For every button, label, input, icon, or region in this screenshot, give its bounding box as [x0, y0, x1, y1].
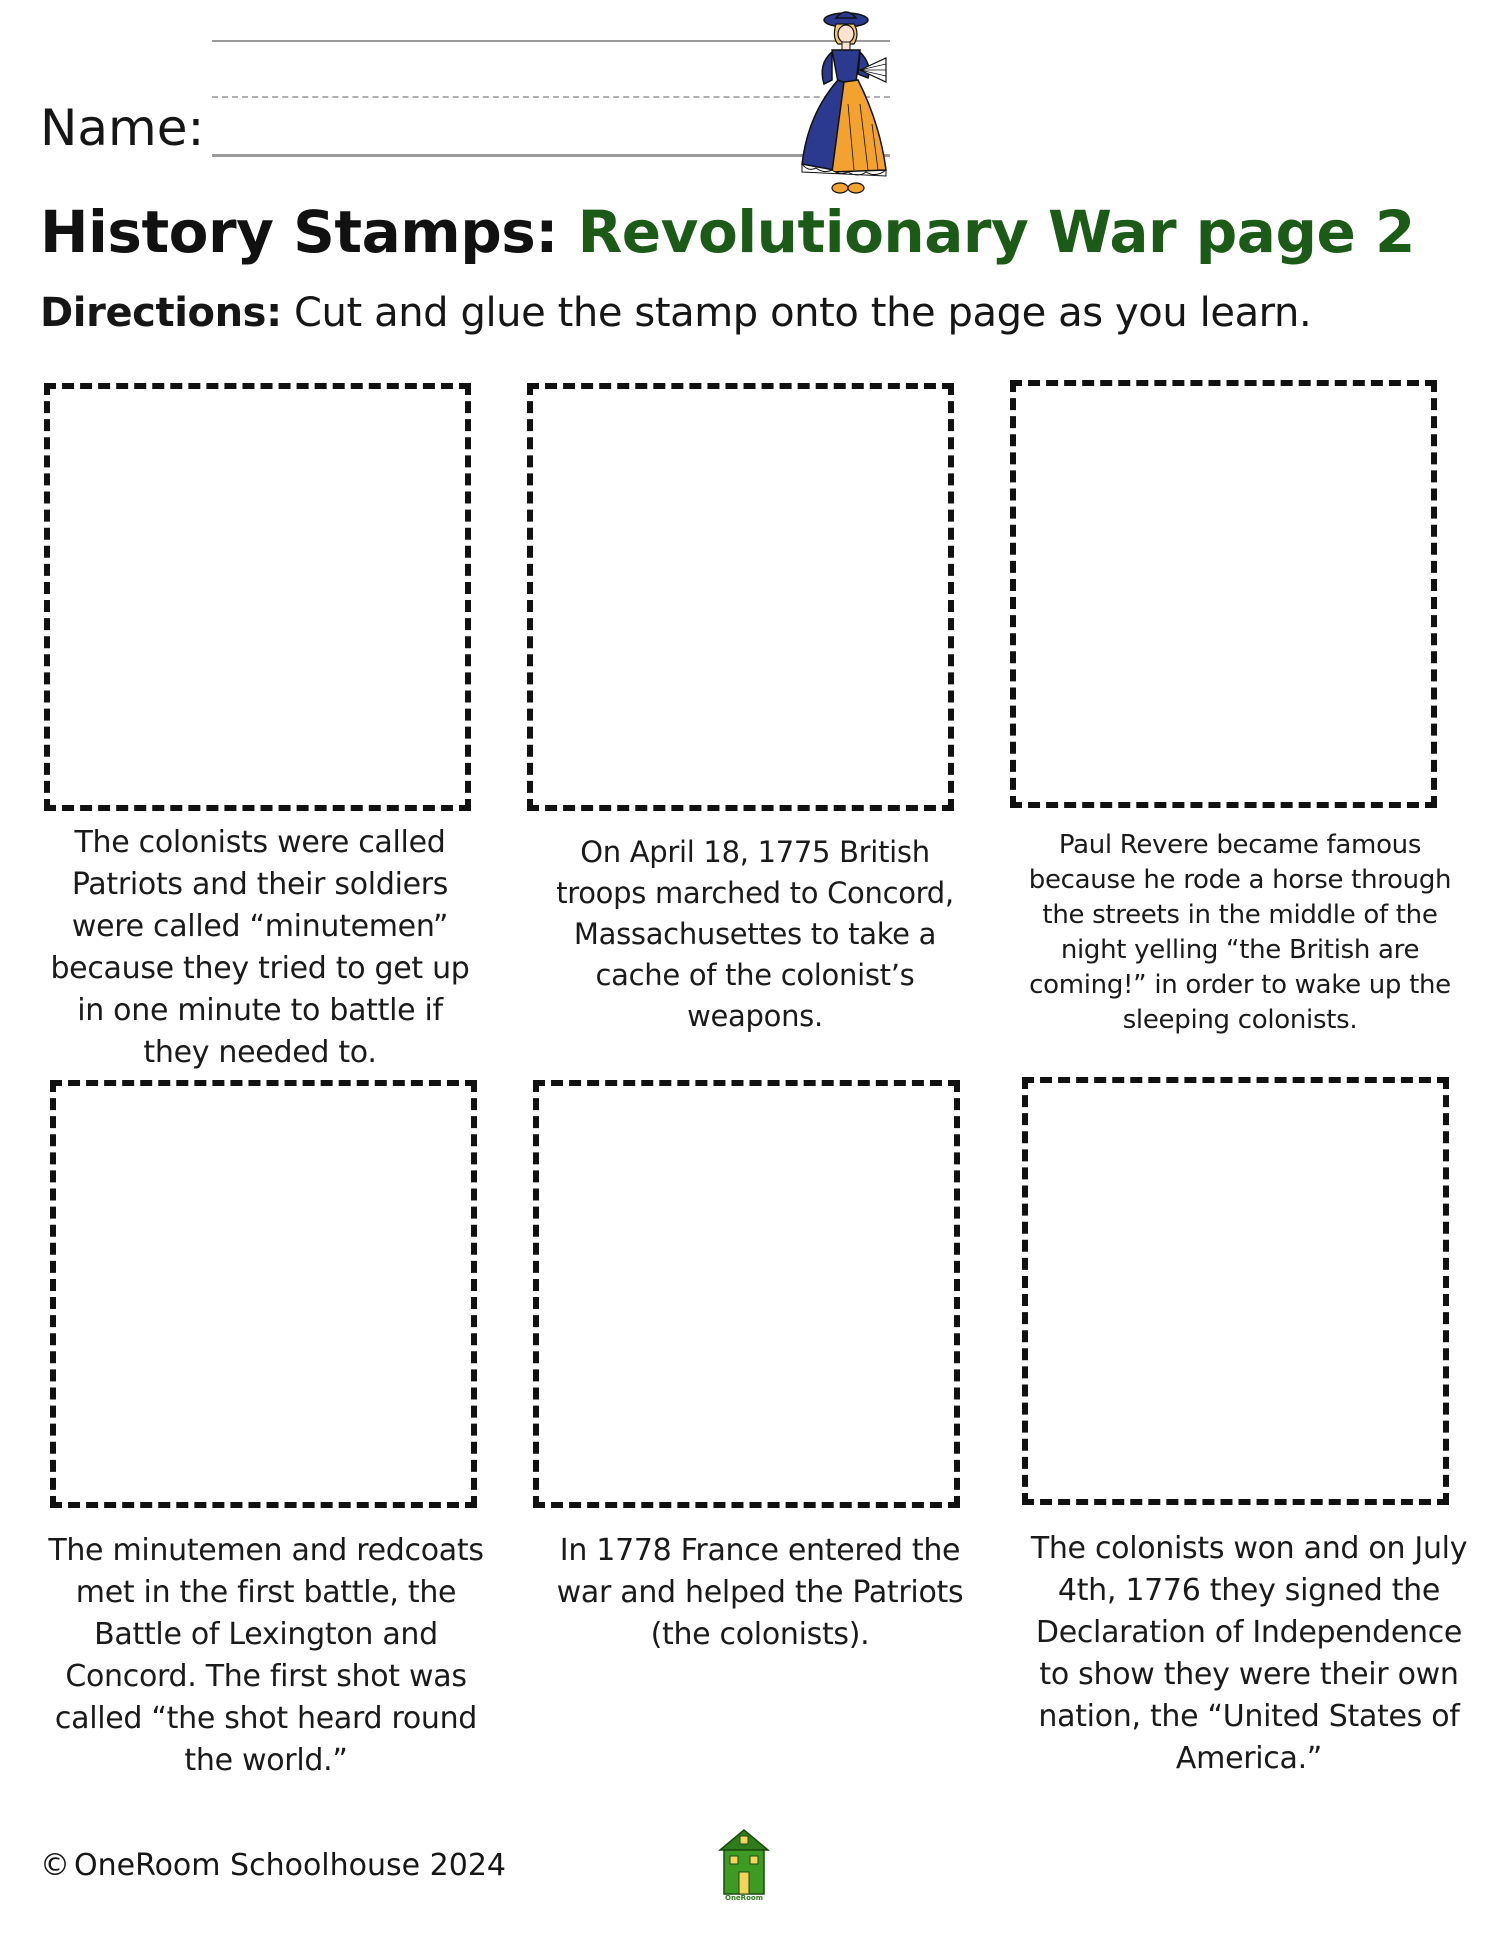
stamp-box-3[interactable]: [1010, 380, 1437, 808]
stamp-box-2[interactable]: [527, 383, 954, 811]
footer-copyright: [40, 1846, 506, 1886]
page-title: [40, 196, 1415, 268]
colonial-lady-icon: [788, 4, 898, 200]
directions-text: Cut and glue the stamp onto the page as you learn.: [281, 290, 1312, 336]
name-label: Name:: [40, 99, 205, 157]
stamp-caption-1: The colonists were called Patriots and their soldiers were called “minutemen” because they tried to get up in one minute to battle if they needed to.: [50, 825, 470, 1070]
stamp-box-5[interactable]: [533, 1080, 960, 1508]
footer-text: OneRoom Schoolhouse 2024: [74, 1848, 506, 1883]
page-title-prefix: History Stamps:: [40, 198, 558, 266]
stamp-box-6[interactable]: [1022, 1077, 1449, 1505]
logo-text: OneRoom: [725, 1894, 763, 1902]
stamp-box-1[interactable]: [44, 383, 471, 811]
directions-label: Directions:: [40, 290, 282, 336]
stamp-caption-3: Paul Revere became famous because he rode a horse through the streets in the middle of the night yelling “the British are coming!” in order to wake up the sleeping colonists.: [1028, 830, 1452, 1035]
stamp-box-4[interactable]: [50, 1080, 477, 1508]
stamp-caption-2: On April 18, 1775 British troops marched to Concord, Massachusettes to take a cache of the colonist’s weapons.: [556, 835, 954, 1033]
stamp-caption-4: The minutemen and redcoats met in the first battle, the Battle of Lexington and Concord. The first shot was called “the shot heard round the world.”: [48, 1533, 484, 1778]
page-title-accent: Revolutionary War page 2: [577, 198, 1415, 266]
stamp-caption-5: In 1778 France entered the war and helped the Patriots (the colonists).: [556, 1533, 964, 1652]
schoolhouse-logo-icon: [714, 1828, 774, 1912]
copyright-icon: ©: [40, 1848, 70, 1883]
stamp-caption-6: The colonists won and on July 4th, 1776 they signed the Declaration of Independence to show they were their own nation, the “United States of America.”: [1030, 1531, 1468, 1776]
directions: [40, 288, 1311, 338]
